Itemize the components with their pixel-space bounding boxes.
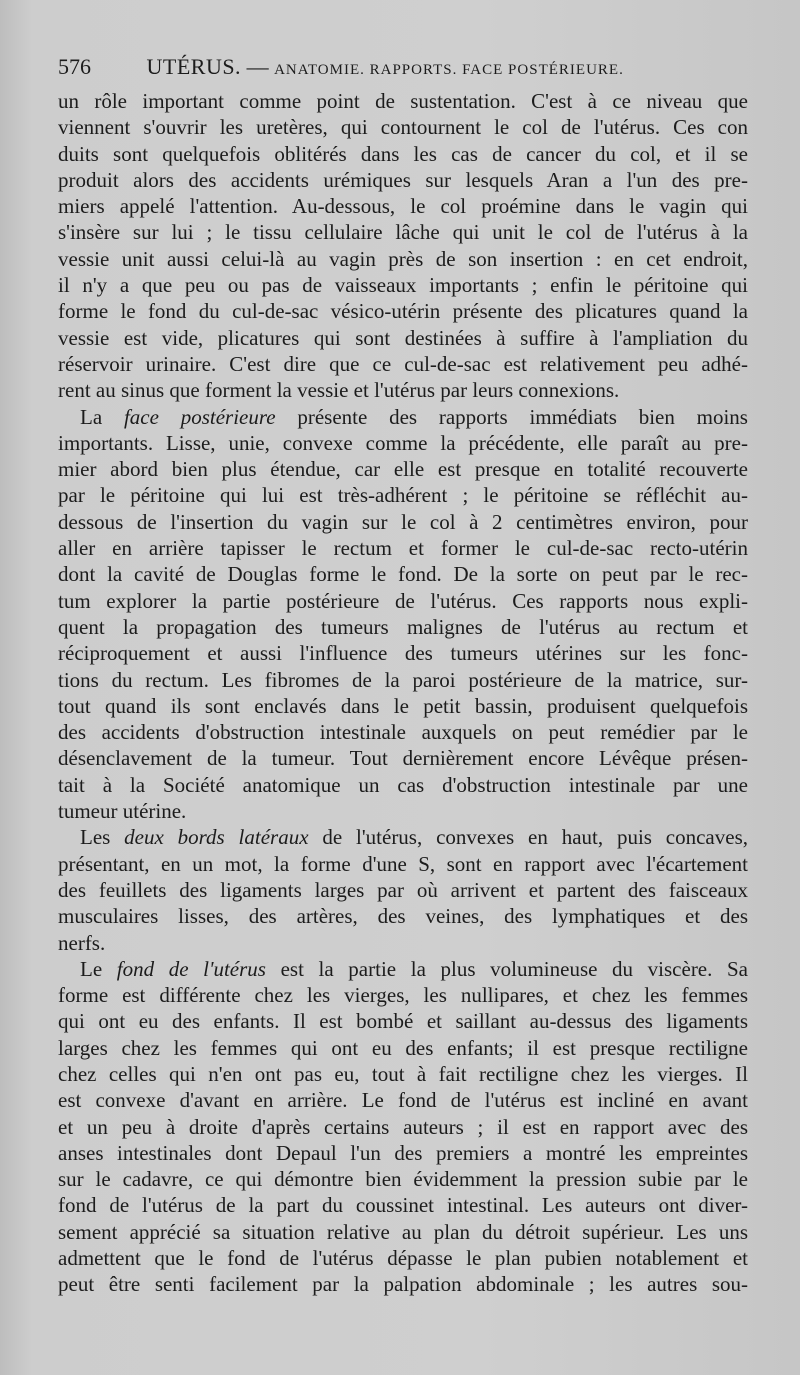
line-text: présentant, en un mot, la forme d'une S, sont en rapport avec l'écartement	[58, 851, 748, 876]
line-text: est convexe d'avant en arrière. Le fond de l'utérus est incliné en avant	[58, 1088, 748, 1113]
line-text: forme le fond du cul-de-sac vésico-utérin présente des plicatures quand la	[58, 299, 748, 324]
section-subtitle: ANATOMIE. RAPPORTS. FACE POSTÉRIEURE.	[274, 62, 624, 78]
line-text: fond de l'utérus de la part du coussinet intestinal. Les auteurs ont diver-	[58, 1193, 748, 1218]
text-line	[58, 509, 748, 535]
text-line	[58, 535, 748, 561]
line-text: vessie est vide, plicatures qui sont destinées à suffire à l'ampliation du	[58, 325, 748, 350]
line-text: réciproquement et aussi l'influence des tumeurs utérines sur les fonc-	[58, 641, 748, 666]
text-line	[58, 456, 748, 482]
line-text: vessie unit aussi celui-là au vagin près de son insertion : en cet endroit,	[58, 246, 748, 271]
text-line	[58, 693, 748, 719]
text-line	[58, 325, 748, 351]
text-line	[58, 719, 748, 745]
line-lead: Les	[80, 825, 125, 850]
text-line	[58, 588, 748, 614]
line-text: sur le cadavre, ce qui démontre bien évidemment la pression subie par le	[58, 1167, 748, 1192]
line-text: présente des rapports immédiats bien moins	[275, 404, 748, 429]
line-text: quent la propagation des tumeurs malignes de l'utérus au rectum et	[58, 614, 748, 639]
line-text: réservoir urinaire. C'est dire que ce cul-de-sac est relativement peu adhé-	[58, 351, 748, 376]
text-line	[58, 88, 748, 114]
text-line	[58, 351, 748, 377]
text-line	[58, 1114, 748, 1140]
italic-term: fond de l'utérus	[116, 956, 266, 981]
text-line	[58, 272, 748, 298]
text-line	[58, 377, 748, 403]
line-text: forme est différente chez les vierges, les nullipares, et chez les femmes	[58, 983, 748, 1008]
text-line	[58, 1219, 748, 1245]
text-line	[58, 745, 748, 771]
italic-term: deux bords latéraux	[124, 825, 309, 850]
text-line	[58, 430, 748, 456]
text-line	[58, 219, 748, 245]
text-line	[58, 667, 748, 693]
line-text: peut être senti facilement par la palpation abdominale ; les autres sou-	[58, 1272, 748, 1297]
text-line	[58, 114, 748, 140]
line-text: duits sont quelquefois oblitérés dans les cas de cancer du col, et il se	[58, 141, 748, 166]
text-line	[58, 903, 748, 929]
line-text: tumeur utérine.	[58, 799, 187, 824]
line-text: et un peu à droite d'après certains auteurs ; il est en rapport avec des	[58, 1114, 748, 1139]
text-line	[58, 1035, 748, 1061]
text-line	[58, 798, 748, 824]
line-text: de l'utérus, convexes en haut, puis concaves,	[308, 825, 748, 850]
line-lead: Le	[80, 956, 117, 981]
text-line	[58, 982, 748, 1008]
text-line	[58, 193, 748, 219]
line-text: il n'y a que peu ou pas de vaisseaux importants ; enfin le péritoine qui	[58, 273, 748, 298]
line-text: tait à la Société anatomique un cas d'obstruction intestinale par une	[58, 772, 748, 797]
line-text: sement apprécié sa situation relative au plan du détroit supérieur. Les uns	[58, 1219, 748, 1244]
line-text: tout quand ils sont enclavés dans le petit bassin, produisent quelquefois	[58, 693, 748, 718]
text-line	[58, 1245, 748, 1271]
line-text: des accidents d'obstruction intestinale auxquels on peut remédier par le	[58, 720, 748, 745]
text-line	[58, 404, 748, 430]
text-line	[58, 930, 748, 956]
line-text: musculaires lisses, des artères, des veines, des lymphatiques et des	[58, 904, 748, 929]
text-line	[58, 640, 748, 666]
text-line	[58, 614, 748, 640]
text-line	[58, 772, 748, 798]
line-text: tions du rectum. Les fibromes de la paroi postérieure de la matrice, sur-	[58, 667, 748, 692]
line-text: rent au sinus que forment la vessie et l'utérus par leurs connexions.	[58, 378, 620, 403]
line-text: viennent s'ouvrir les uretères, qui contournent le col de l'utérus. Ces con	[58, 115, 748, 140]
line-text: anses intestinales dont Depaul l'un des premiers a montré les empreintes	[58, 1140, 748, 1165]
body-text	[58, 88, 748, 1298]
text-line	[58, 956, 748, 982]
line-text: dessous de l'insertion du vagin sur le col à 2 centimètres environ, pour	[58, 509, 748, 534]
line-text: larges chez les femmes qui ont eu des enfants; il est presque rectiligne	[58, 1035, 748, 1060]
line-text: qui ont eu des enfants. Il est bombé et saillant au-dessus des ligaments	[58, 1009, 748, 1034]
line-lead: La	[80, 404, 124, 429]
line-text: des feuillets des ligaments larges par où arrivent et partent des faisceaux	[58, 877, 748, 902]
line-text: dont la cavité de Douglas forme le fond. De la sorte on peut par le rec-	[58, 562, 748, 587]
line-text: aller en arrière tapisser le rectum et former le cul-de-sac recto-utérin	[58, 536, 748, 561]
line-text: mier abord bien plus étendue, car elle est presque en totalité recouverte	[58, 457, 748, 482]
chapter-title: UTÉRUS.	[146, 54, 242, 79]
line-text: tum explorer la partie postérieure de l'utérus. Ces rapports nous expli-	[58, 588, 748, 613]
line-text: produit alors des accidents urémiques sur lesquels Aran a l'un des pre-	[58, 167, 748, 192]
line-text: par le péritoine qui lui est très-adhérent ; le péritoine se réfléchit au-	[58, 483, 748, 508]
line-text: s'insère sur lui ; le tissu cellulaire lâche qui unit le col de l'utérus à la	[58, 220, 748, 245]
line-text: admettent que le fond de l'utérus dépasse le plan pubien notablement et	[58, 1246, 748, 1271]
line-text: désenclavement de la tumeur. Tout dernièrement encore Lévêque présen-	[58, 746, 748, 771]
text-line	[58, 561, 748, 587]
text-line	[58, 298, 748, 324]
text-line	[58, 1140, 748, 1166]
line-text: est la partie la plus volumineuse du viscère. Sa	[265, 956, 748, 981]
italic-term: face postérieure	[123, 404, 276, 429]
text-line	[58, 482, 748, 508]
text-line	[58, 1087, 748, 1113]
text-line	[58, 824, 748, 850]
text-line	[58, 167, 748, 193]
text-line	[58, 851, 748, 877]
text-line	[58, 1192, 748, 1218]
line-text: chez celles qui n'en ont pas eu, tout à fait rectiligne chez les vierges. Il	[58, 1061, 748, 1086]
line-text: nerfs.	[58, 930, 106, 955]
page-number: 576	[58, 54, 91, 79]
text-line	[58, 141, 748, 167]
text-line	[58, 1271, 748, 1297]
line-text: miers appelé l'attention. Au-dessous, le col proémine dans le vagin qui	[58, 194, 748, 219]
header-dash: —	[246, 54, 269, 79]
text-line	[58, 246, 748, 272]
line-text: importants. Lisse, unie, convexe comme la précédente, elle paraît au pre-	[58, 430, 748, 455]
text-line	[58, 1166, 748, 1192]
text-line	[58, 1008, 748, 1034]
text-line	[58, 1061, 748, 1087]
running-header	[58, 52, 748, 85]
text-line	[58, 877, 748, 903]
line-text: un rôle important comme point de sustentation. C'est à ce niveau que	[58, 89, 748, 113]
